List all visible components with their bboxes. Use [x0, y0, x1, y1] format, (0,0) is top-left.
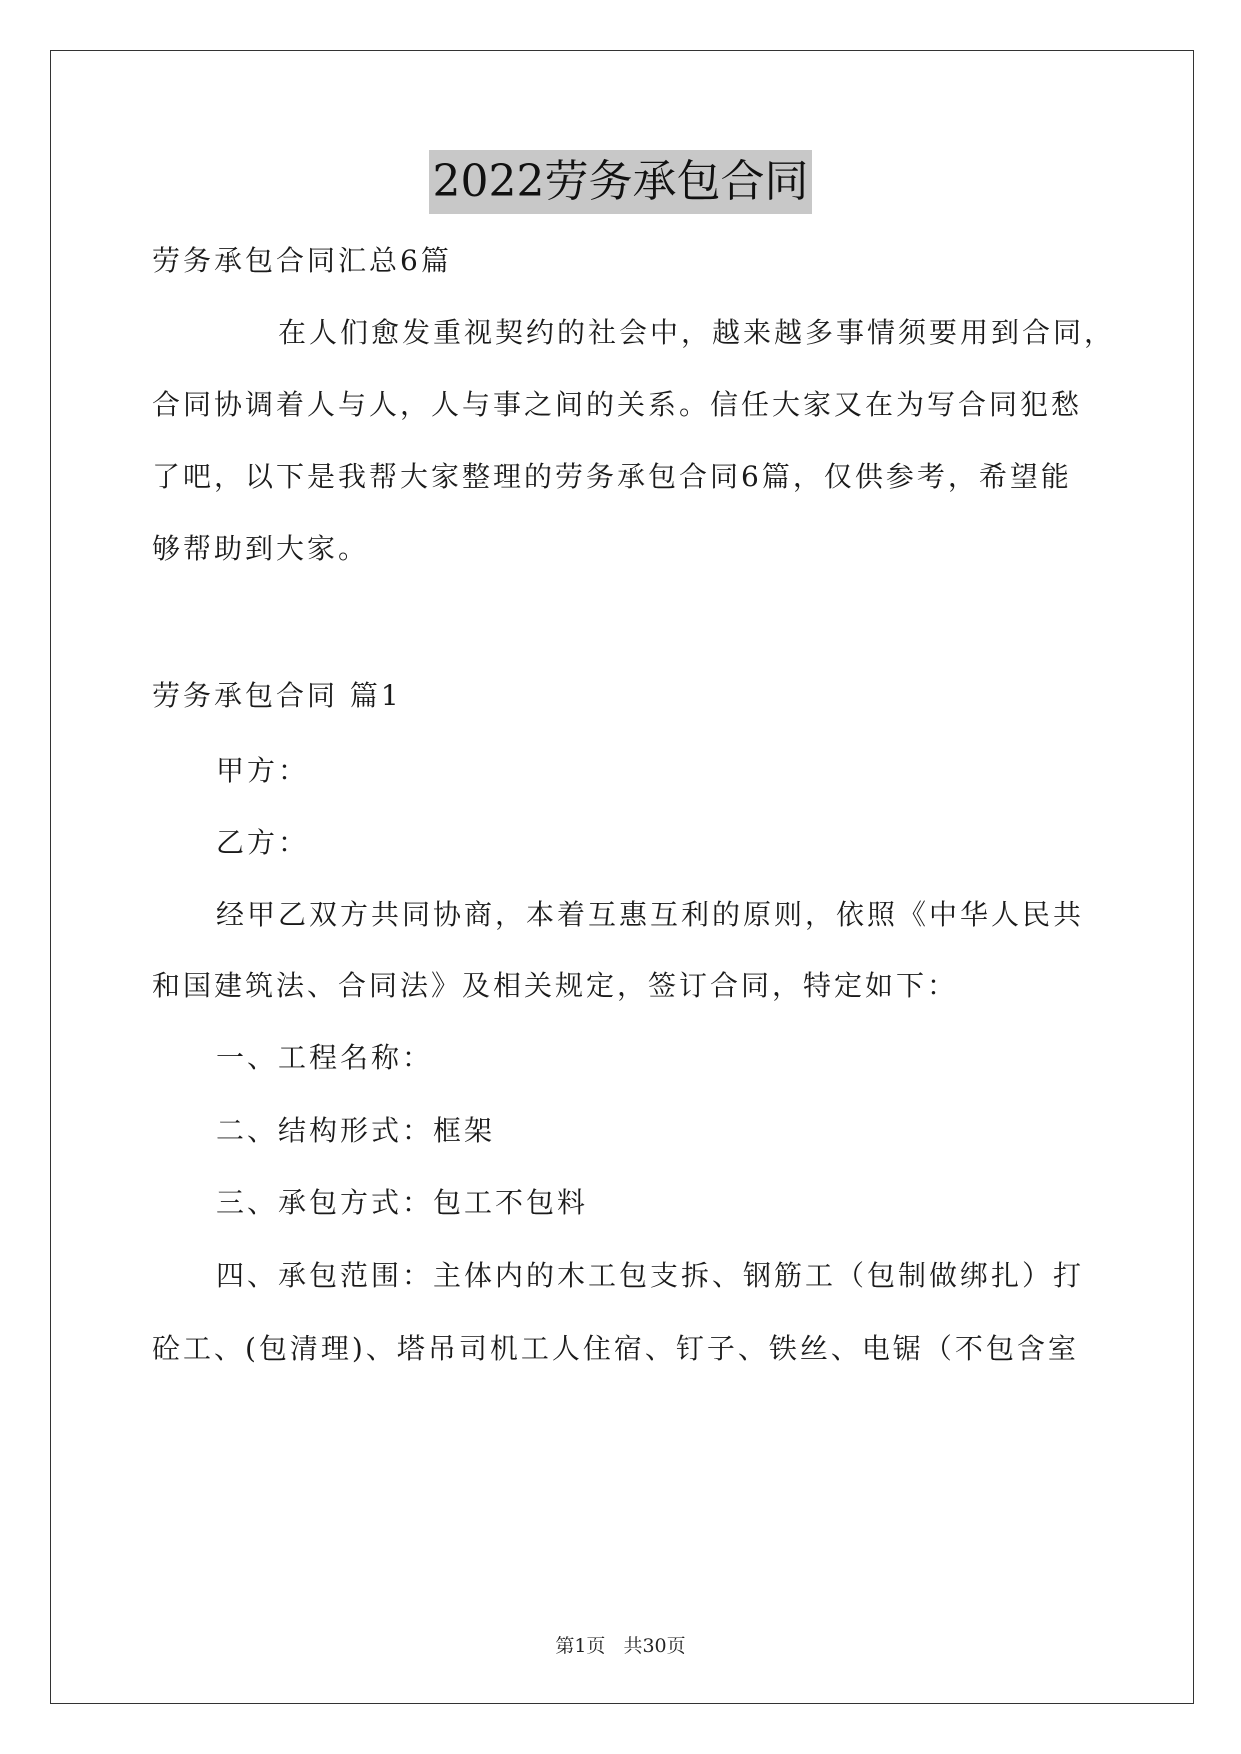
page-footer — [0, 1633, 1241, 1659]
section-heading: 劳务承包合同 篇1 — [152, 679, 402, 712]
page-number: 第1页 — [555, 1635, 606, 1657]
page-total: 共30页 — [623, 1635, 686, 1657]
intro-line-3: 了吧，以下是我帮大家整理的劳务承包合同6篇，仅供参考，希望能 — [152, 460, 1072, 493]
scope-line-1: 四、承包范围：主体内的木工包支拆、钢筋工（包制做绑扎）打 — [216, 1259, 1085, 1292]
clause-item-2: 二、结构形式：框架 — [216, 1114, 496, 1147]
scope-line-2: 砼工、(包清理)、塔吊司机工人住宿、钉子、铁丝、电锯（不包含室 — [152, 1332, 1079, 1365]
party-b-label: 乙方： — [216, 826, 310, 859]
intro-line-2: 合同协调着人与人，人与事之间的关系。信任大家又在为写合同犯愁 — [152, 388, 1083, 421]
intro-line-4: 够帮助到大家。 — [152, 532, 370, 565]
document-title: 2022劳务承包合同 — [429, 150, 813, 214]
clause-item-3: 三、承包方式：包工不包料 — [216, 1186, 589, 1219]
page-border — [50, 50, 1194, 1704]
document-subtitle: 劳务承包合同汇总6篇 — [152, 244, 452, 277]
intro-line-1: 在人们愈发重视契约的社会中，越来越多事情须要用到合同， — [278, 316, 1116, 349]
title-container — [0, 150, 1241, 214]
clause-intro-line-2: 和国建筑法、合同法》及相关规定，签订合同，特定如下： — [152, 969, 959, 1002]
party-a-label: 甲方： — [216, 754, 310, 787]
clause-intro-line-1: 经甲乙双方共同协商，本着互惠互利的原则，依照《中华人民共 — [216, 898, 1085, 931]
clause-item-1: 一、工程名称： — [216, 1041, 434, 1074]
